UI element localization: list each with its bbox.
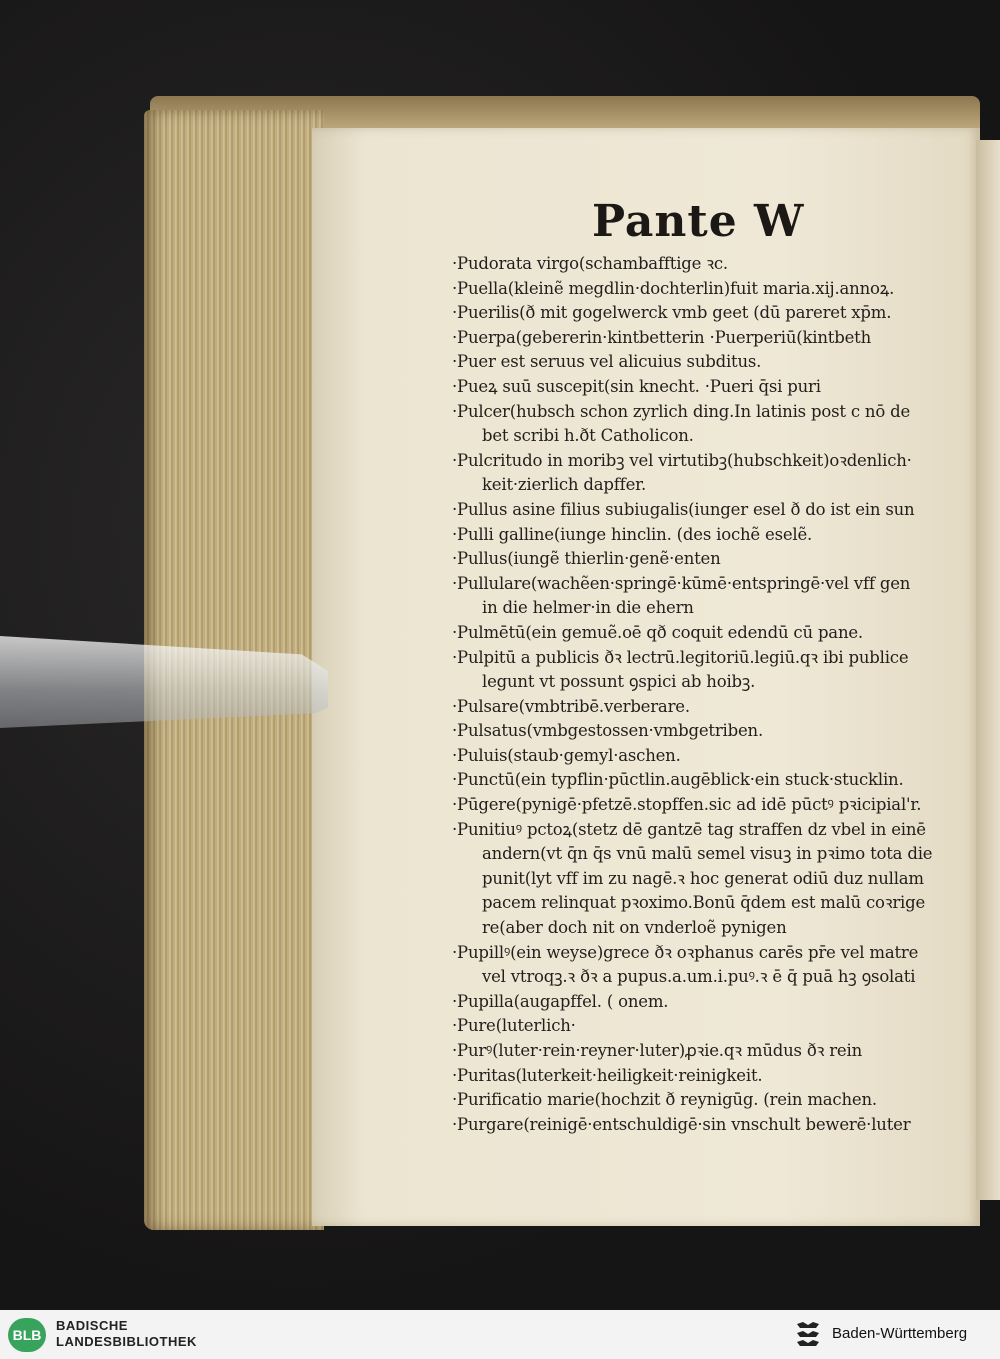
text-line: pacem relinquat pꝛoximo.Bonū q̄dem est malū coꝛrige — [482, 893, 926, 913]
text-line: ·Pullulare(wachẽen·springē·kūmē·entspringē·vel vff gen — [452, 573, 911, 593]
text-line: ·Pulli galline(iunge hinclin. (des iochẽ eselẽ. — [452, 524, 813, 544]
text-line: in die helmer·in die ehern — [482, 598, 694, 618]
text-line: ·Pullus(iungẽ thierlin·genẽ·enten — [452, 549, 721, 569]
text-line: ·Pueꝝ suū suscepit(sin knecht. ·Pueri q̄si puri — [452, 376, 821, 396]
text-line: ·Pūgere(pynigē·pfetzē.stopffen.sic ad idē pūctꝰ pꝛicipial'r. — [452, 795, 922, 815]
text-line: ·Pudorata virgo(schambafftige ꝛc. — [452, 254, 728, 273]
text-line: ·Puritas(luterkeit·heiligkeit·reinigkeit. — [452, 1065, 763, 1085]
text-line: vel vtroqꝫ.ꝛ ðꝛ a pupus.a.um.i.puꝰ.ꝛ ē q̄ puā hꝫ ꝯsolati — [482, 967, 916, 987]
text-line: legunt vt possunt ꝯspici ab hoibꝫ. — [482, 672, 756, 692]
text-line: ·Puerpa(gebererin·kintbetterin ·Puerperiū(kintbeth — [452, 327, 872, 347]
text-line: ·Pulpitū a publicis ðꝛ lectrū.legitoriū.legiū.qꝛ ibi publice — [452, 647, 909, 667]
coat-of-arms-icon — [794, 1320, 822, 1350]
next-page-edge — [976, 140, 1000, 1200]
text-line: ·Pupilla(augapffel. ( onem. — [452, 991, 669, 1011]
bw-wordmark[interactable]: Baden-Württemberg — [832, 1325, 968, 1342]
text-line: keit·zierlich dapffer. — [482, 475, 647, 495]
text-line: ·Pulsatus(vmbgestossen·vmbgetriben. — [452, 721, 764, 741]
text-line: ·Pulcritudo in moribꝫ vel virtutibꝫ(hubschkeit)oꝛdenlich· — [452, 450, 912, 470]
text-line: ·Pulcer(hubsch schon zyrlich ding.In latinis post c nō de — [452, 401, 911, 421]
text-block — [452, 252, 942, 1137]
text-line: ·Pupillꝰ(ein weyse)grece ðꝛ oꝛphanus carēs pr̄e vel matre — [452, 942, 919, 962]
text-line: punit(lyt vff im zu nagē.ꝛ hoc generat odiū duz nullam — [482, 868, 924, 888]
text-line: ·Punctū(ein typflin·pūctlin.augēblick·ein stuck·stucklin. — [452, 770, 904, 790]
text-line: ·Pulmētū(ein gemuẽ.oē qð coquit edendū cū pane. — [452, 622, 863, 642]
blb-logo[interactable]: BLB — [8, 1318, 46, 1352]
blb-line-1: BADISCHE — [56, 1318, 128, 1333]
text-line: andern(vt q̄n q̄s vnū malū semel visuꝫ in pꝛimo tota die — [482, 844, 933, 864]
text-line: ·Puer est seruus vel alicuius subditus. — [452, 352, 762, 372]
text-line: ·Pure(luterlich· — [452, 1016, 576, 1036]
text-line: ·Pullus asine filius subiugalis(iunger esel ð do ist ein sun — [452, 499, 915, 519]
text-line: ·Pulsare(vmbtribē.verberare. — [452, 696, 690, 716]
text-line: ·Purgare(reinigē·entschuldigē·sin vnschult bewerē·luter — [452, 1114, 911, 1134]
blb-line-2: LANDESBIBLIOTHEK — [56, 1334, 197, 1349]
text-line: bet scribi h.ðt Catholicon. — [482, 426, 694, 446]
text-line: ·Puluis(staub·gemyl·aschen. — [452, 745, 681, 765]
text-line: ·Puella(kleinẽ megdlin·dochterlin)fuit maria.xij.annoꝝ. — [452, 278, 895, 298]
text-line: re(aber doch nit on vnderloẽ pynigen — [482, 918, 787, 938]
text-line: ·Punitiuꝰ pctoꝝ(stetz dē gantzē tag straffen dz vbel in einē — [452, 819, 926, 839]
text-line: ·Purꝰ(luter·rein·reyner·luter)ꝓꝛie.qꝛ mūdus ðꝛ rein — [452, 1041, 863, 1060]
page-header: Pante W — [592, 196, 805, 247]
footer-bar — [0, 1310, 1000, 1359]
text-line: ·Puerilis(ð mit gogelwerck vmb geet (dū pareret xp̄m. — [452, 303, 892, 323]
text-line: ·Purificatio marie(hochzit ð reynigūg. (rein machen. — [452, 1090, 877, 1110]
blb-wordmark[interactable] — [56, 1318, 197, 1350]
